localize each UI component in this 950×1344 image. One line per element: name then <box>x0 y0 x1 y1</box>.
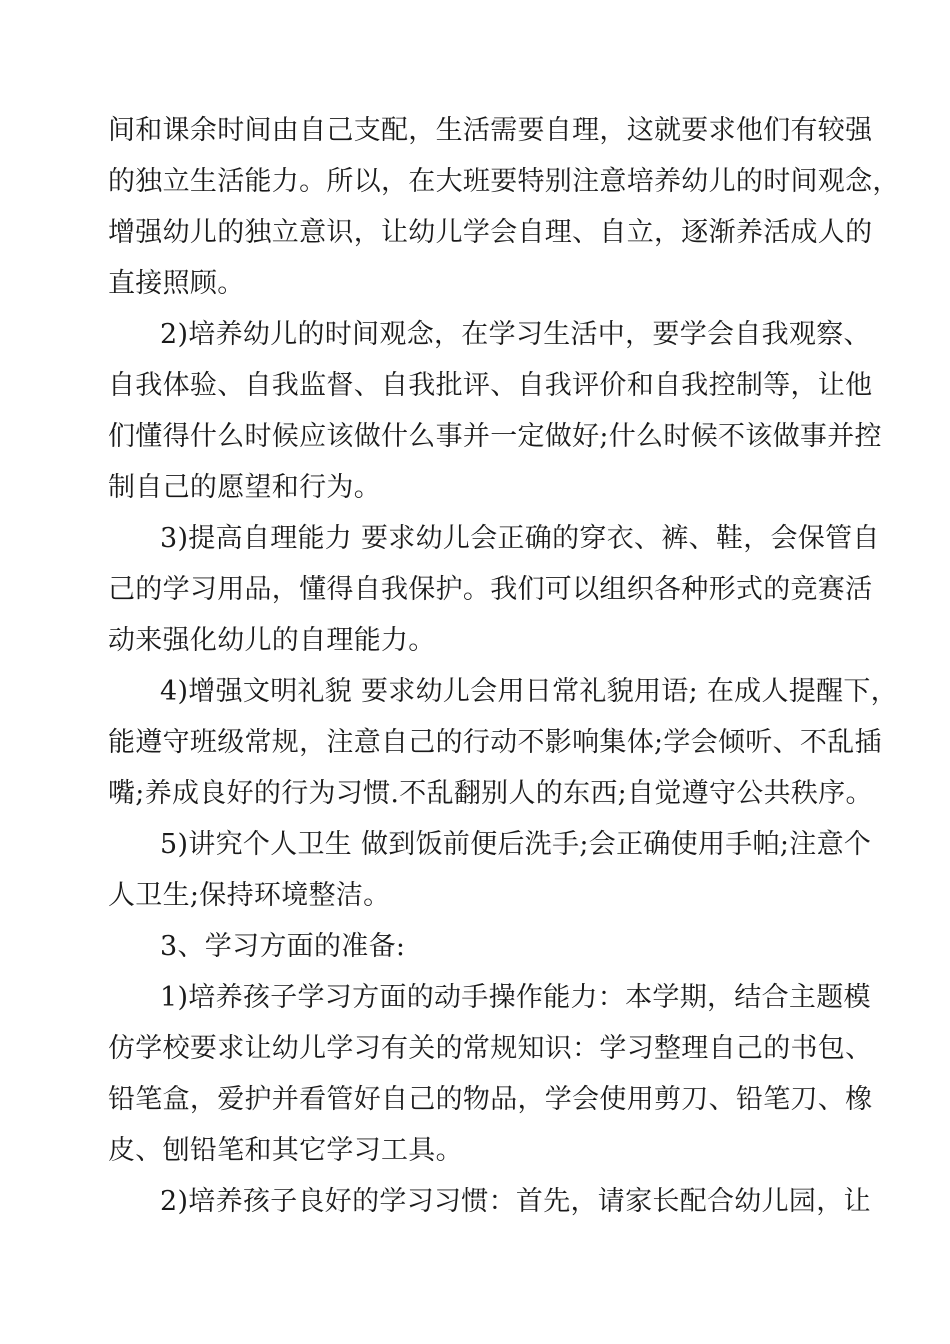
text-line-9: 3)提高自理能力 要求幼儿会正确的穿衣、裤、鞋，会保管自 <box>160 523 880 554</box>
text-line-14: 嘴;养成良好的行为习惯.不乱翻别人的东西;自觉遵守公共秩序。 <box>108 778 873 809</box>
text-line-12: 4)增强文明礼貌 要求幼儿会用日常礼貌用语; 在成人提醒下， <box>160 676 898 707</box>
text-line-1: 间和课余时间由自己支配，生活需要自理，这就要求他们有较强 <box>108 115 873 146</box>
text-line-4: 直接照顾。 <box>108 268 245 299</box>
text-line-3: 增强幼儿的独立意识，让幼儿学会自理、自立，逐渐养活成人的 <box>108 217 873 248</box>
text-line-7: 们懂得什么时候应该做什么事并一定做好;什么时候不该做事并控 <box>108 421 882 452</box>
text-line-2: 的独立生活能力。所以，在大班要特别注意培养幼儿的时间观念， <box>108 166 900 197</box>
text-line-18: 1)培养孩子学习方面的动手操作能力：本学期，结合主题模 <box>160 982 871 1013</box>
section-heading: 3、学习方面的准备: <box>160 931 406 962</box>
text-line-13: 能遵守班级常规，注意自己的行动不影响集体;学会倾听、不乱插 <box>108 727 882 758</box>
text-line-22: 2)培养孩子良好的学习习惯：首先，请家长配合幼儿园，让 <box>160 1186 871 1217</box>
text-line-10: 己的学习用品，懂得自我保护。我们可以组织各种形式的竞赛活 <box>108 574 873 605</box>
text-line-8: 制自己的愿望和行为。 <box>108 472 381 503</box>
text-line-5: 2)培养幼儿的时间观念，在学习生活中，要学会自我观察、 <box>160 319 871 350</box>
text-line-21: 皮、刨铅笔和其它学习工具。 <box>108 1135 463 1166</box>
text-line-6: 自我体验、自我监督、自我批评、自我评价和自我控制等，让他 <box>108 370 873 401</box>
text-line-16: 人卫生;保持环境整洁。 <box>108 880 391 911</box>
text-line-11: 动来强化幼儿的自理能力。 <box>108 625 436 656</box>
text-line-19: 仿学校要求让幼儿学习有关的常规知识：学习整理自己的书包、 <box>108 1033 873 1064</box>
text-line-20: 铅笔盒，爱护并看管好自己的物品，学会使用剪刀、铅笔刀、橡 <box>108 1084 873 1115</box>
text-line-15: 5)讲究个人卫生 做到饭前便后洗手;会正确使用手帕;注意个 <box>160 829 872 860</box>
